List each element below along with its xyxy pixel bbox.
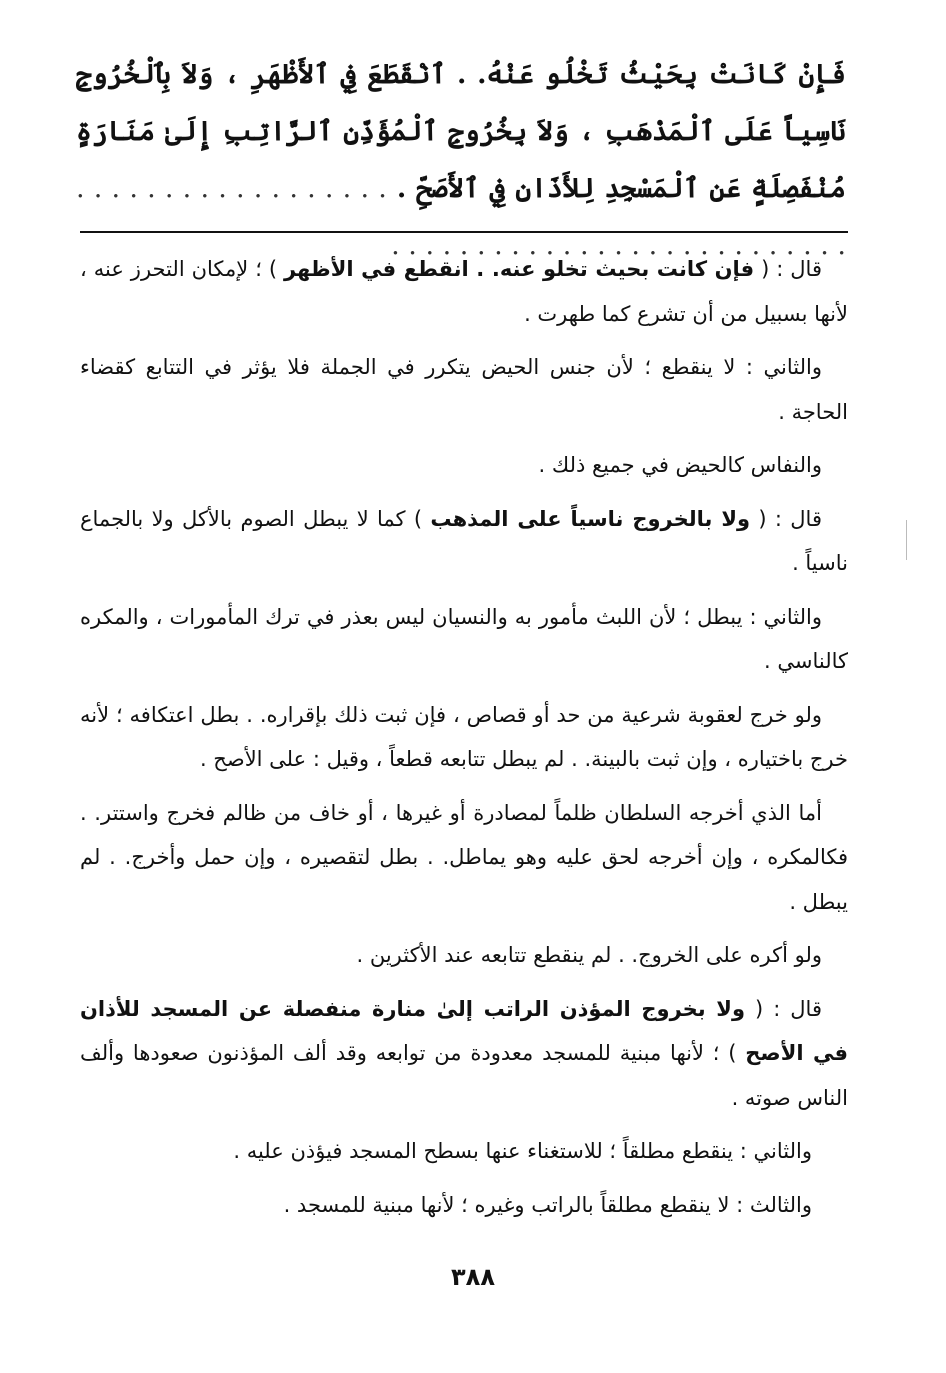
commentary-paragraph-7: أما الذي أخرجه السلطان ظلماً لمصادرة أو غيرها ، أو خاف من ظالم فخرج واستتر. . فكالمكره ، وإن أخرجه لحق عليه وهو يماطل. . بطل لتقصيره ، وإن حمل وأخرج. . لم يبطل . (80, 800, 848, 914)
matn-text-block (76, 46, 846, 274)
commentary-text: ) ؛ لإمكان التحرز عنه ، لأنها بسبيل من أن تشرع كما طهرت . (80, 257, 848, 326)
commentary-paragraph-2: والثاني : لا ينقطع ؛ لأن جنس الحيض يتكرر في الجملة فلا يؤثر في التتابع كقضاء الحاجة . (80, 355, 848, 424)
commentary-paragraph-9 (80, 987, 848, 1121)
commentary-paragraph-11: والثالث : لا ينقطع مطلقاً بالراتب وغيره ؛ لأنها مبنية للمسجد . (283, 1192, 812, 1217)
quoted-matn: فإن كانت بحيث تخلو عنه. . انقطع في الأظهر (283, 257, 755, 281)
scan-speck (906, 520, 907, 560)
commentary-paragraph-6: ولو خرج لعقوبة شرعية من حد أو قصاص ، فإن ثبت ذلك بإقراره. . بطل اعتكافه ؛ لأنه خرج باختياره ، وإن ثبت بالبينة. . لم يبطل تتابعه قطعاً ، وقيل : على الأصح . (80, 702, 848, 771)
matn-text: فَإِنْ كَانَتْ بِحَيْثُ تَخْلُو عَنْهُ. . ٱنْقَطَعَ فِي ٱلأَظْهَرِ ، وَلاَ بِٱلْخُرُوجِ نَاسِياً عَلَى ٱلْمَذْهَبِ ، وَلاَ بِخُرُوجِ ٱلْمُؤَذِّنِ ٱلرَّاتِبِ إِلَىٰ مَنَارَةٍ مُنْفَصِلَةٍ عَنِ ٱلْمَسْجِدِ لِلأَذَانِ فِي ٱلأَصَحِّ . (76, 59, 846, 204)
commentary-paragraph-4 (80, 497, 848, 586)
commentary-paragraph-3: والنفاس كالحيض في جميع ذلك . (538, 453, 822, 477)
commentary-paragraph-1 (80, 247, 848, 336)
separator-rule (80, 231, 848, 233)
commentary-text: ) كما لا يبطل الصوم بالأكل ولا بالجماع ناسياً . (80, 506, 848, 575)
commentary-paragraph-10: والثاني : ينقطع مطلقاً ؛ للاستغناء عنها بسطح المسجد فيؤذن عليه . (233, 1139, 812, 1163)
commentary-paragraph-5: والثاني : يبطل ؛ لأن اللبث مأمور به والنسيان ليس بعذر في ترك المأمورات ، والمكره كالناسي . (80, 604, 848, 673)
commentary-paragraph-8: ولو أكره على الخروج. . لم ينقطع تتابعه عند الأكثرين . (356, 943, 822, 967)
quote-lead: قال : ( (745, 996, 822, 1021)
matn-dotted-leader: . . . . . . . . . . . . . . . . . . . . . . . . . . . . . . . . . . . . . . . . . . . . . (76, 173, 846, 261)
quoted-matn: ولا بخروج المؤذن الراتب إلىٰ منارة منفصلة عن المسجد للأذان في الأصح (80, 996, 848, 1065)
commentary-text: ) ؛ لأنها مبنية للمسجد معدودة من توابعه وقد ألف المؤذنون صعودها وألف الناس صوته . (80, 1041, 848, 1110)
commentary-block (80, 247, 848, 1236)
quote-lead: قال : ( (750, 506, 822, 531)
quote-lead: قال : ( (754, 257, 822, 281)
page-number: ٣٨٨ (451, 1263, 495, 1291)
quoted-matn: ولا بالخروج ناسياً على المذهب (430, 506, 751, 531)
